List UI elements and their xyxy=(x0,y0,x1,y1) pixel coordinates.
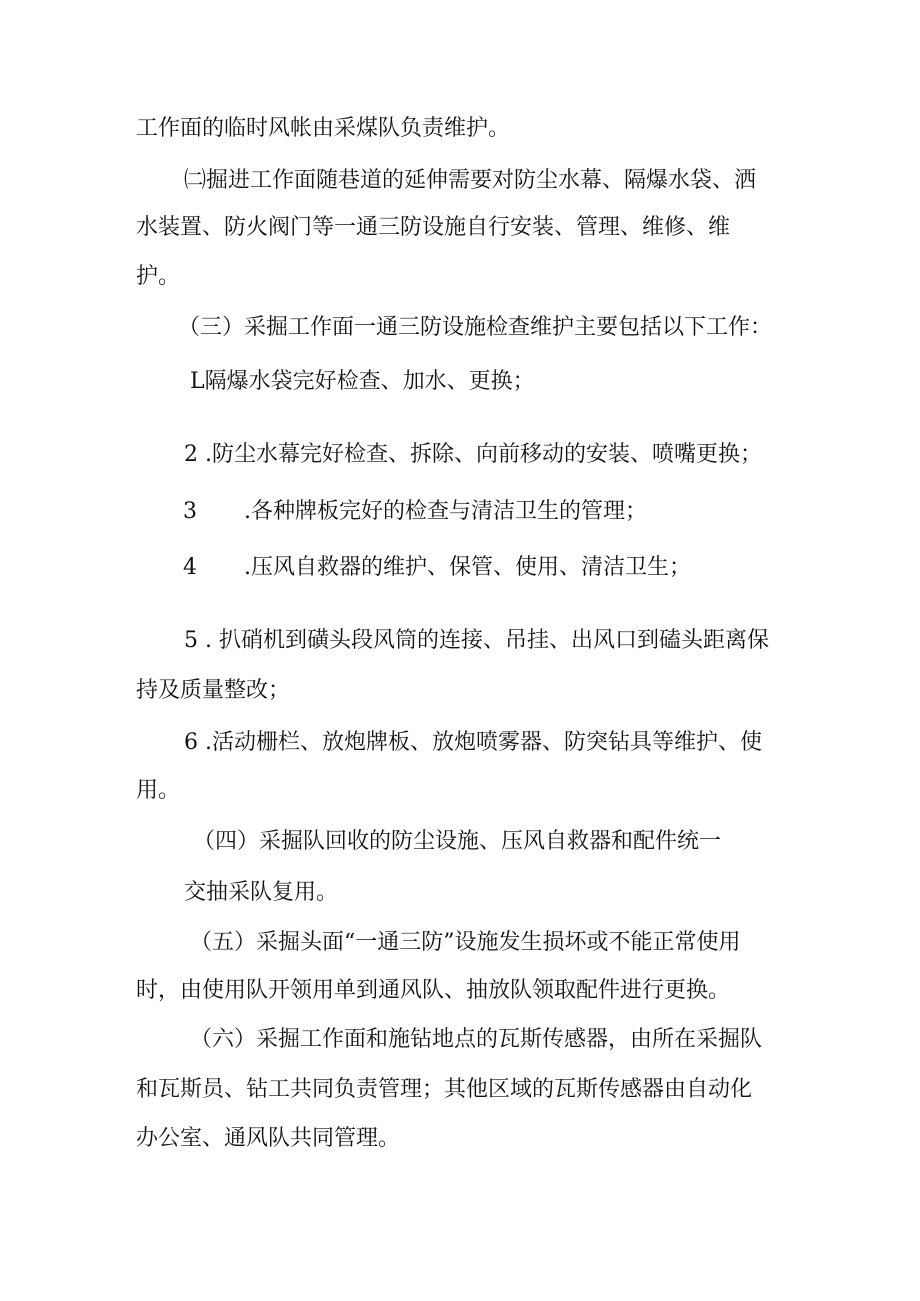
text-line-8: .各种牌板完好的检查与清洁卫生的管理； xyxy=(244,499,647,524)
text-line-11: 持及质量整改； xyxy=(136,678,291,703)
text-line-7: 2 .防尘水幕完好检查、拆除、向前移动的安装、喷嘴更换； xyxy=(184,442,762,467)
text-line-4: 护。 xyxy=(136,264,181,289)
text-line-10: 5 . 扒硝机到磺头段风筒的连接、吊挂、出风口到磕头距离保 xyxy=(184,628,769,653)
list-number-4: 4 xyxy=(183,555,197,580)
text-line-14: （四）采掘队回收的防尘设施、压风自救器和配件统一 xyxy=(193,829,722,854)
text-line-19: 和瓦斯员、钻工共同负责管理；其他区域的瓦斯传感器由自动化 xyxy=(136,1077,753,1102)
text-line-17: 时，由使用队开领用单到通风队、抽放队领取配件进行更换。 xyxy=(136,978,731,1003)
text-line-6: L隔爆水袋完好检查、加水、更换； xyxy=(190,369,535,394)
text-line-13: 用。 xyxy=(136,778,181,803)
text-line-18: （六）采掘工作面和施钻地点的瓦斯传感器，由所在采掘队 xyxy=(190,1027,763,1052)
text-line-15: 交抽采队复用。 xyxy=(184,880,339,905)
text-line-2: ㈡掘进工作面随巷道的延伸需要对防尘水幕、隔爆水袋、洒 xyxy=(184,168,757,193)
text-line-12: 6 .活动栅栏、放炮牌板、放炮喷雾器、防突钻具等维护、使 xyxy=(184,730,762,755)
text-line-9: .压风自救器的维护、保管、使用、清洁卫生； xyxy=(244,555,691,580)
text-line-3: 水装置、防火阀门等一通三防设施自行安装、管理、维修、维 xyxy=(136,215,731,240)
list-number-3: 3 xyxy=(183,499,197,524)
text-line-5: （三）采掘工作面一通三防设施检查维护主要包括以下工作： xyxy=(178,315,773,340)
text-line-16: （五）采掘头面“一通三防”设施发生损坏或不能正常使用 xyxy=(190,930,741,955)
text-line-1: 工作面的临时风帐由采煤队负责维护。 xyxy=(136,116,511,141)
text-line-20: 办公室、通风队共同管理。 xyxy=(136,1126,401,1151)
